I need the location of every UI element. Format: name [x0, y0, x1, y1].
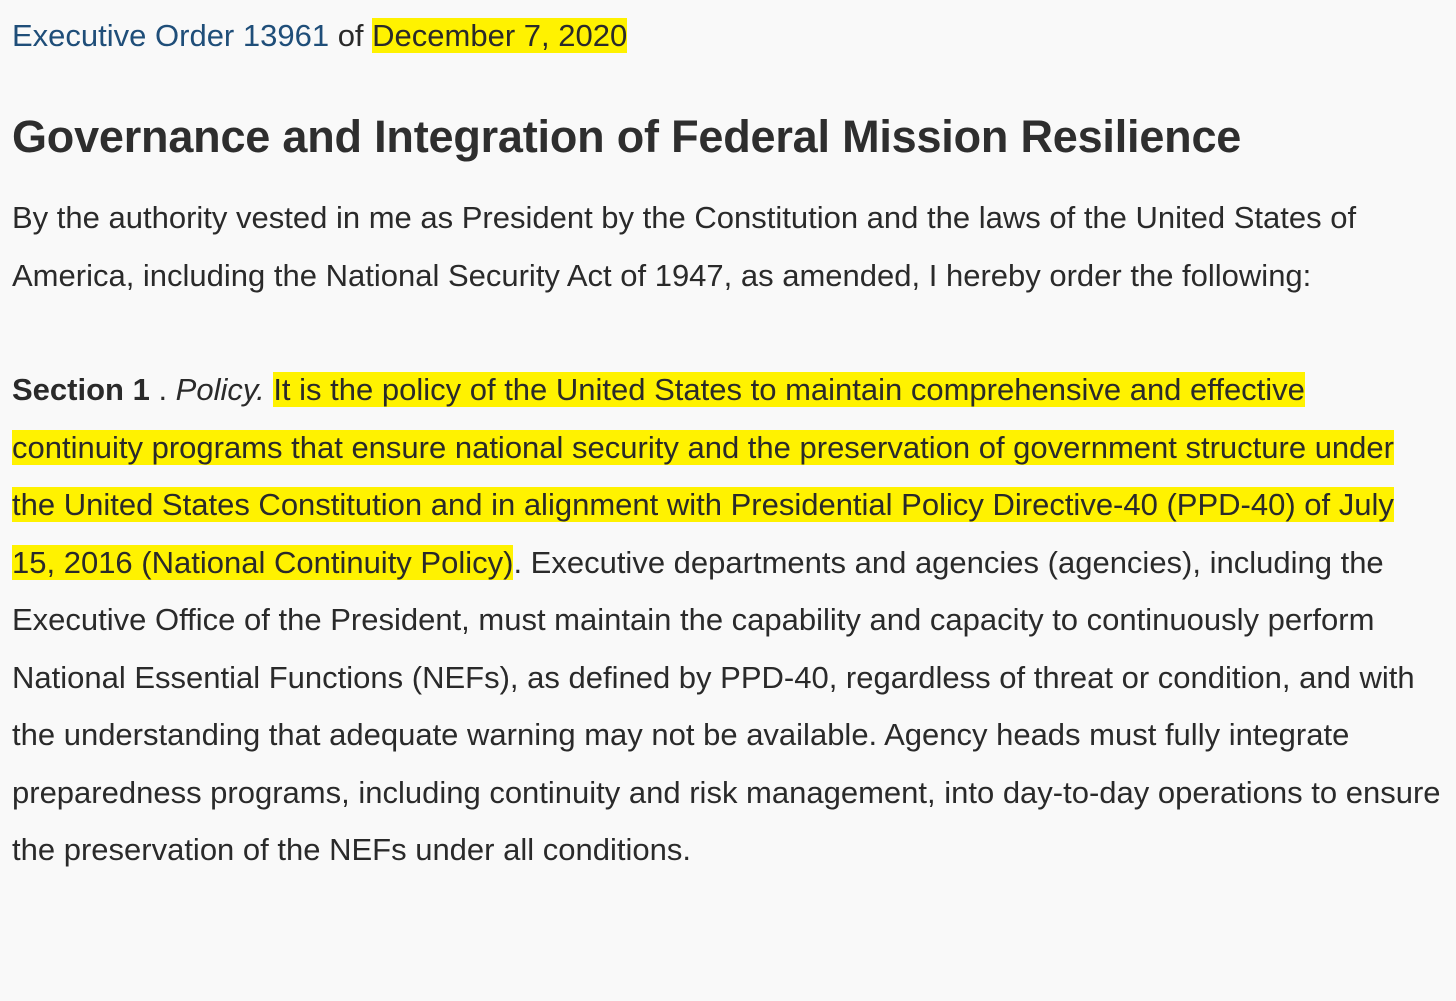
section-body-text: . Executive departments and agencies (agencies), including the Executive Office of the President, must maintain the capability and capacity to continuously perform National Essential Functions (NEFs), as defined by PPD-40, regardless of threat or condition, and with the understanding that adequate warning may not be available. Agency heads must fully integrate preparedness programs, including continuity and risk management, into day-to-day operations to ensure the preservation of the NEFs under all conditions.	[12, 544, 1441, 867]
header-date: December 7, 2020	[372, 18, 628, 53]
section-heading: Policy.	[175, 372, 265, 407]
section-number: Section 1	[12, 372, 150, 407]
section-separator: .	[149, 372, 176, 407]
executive-order-header	[12, 14, 1444, 58]
page-title: Governance and Integration of Federal Mission Resilience	[12, 111, 1242, 162]
header-of-text: of	[329, 18, 373, 53]
preamble-paragraph: By the authority vested in me as President by the Constitution and the laws of the United States of America, including the National Security Act of 1947, as amended, I hereby order the following:	[12, 200, 1357, 293]
section-1-paragraph	[12, 361, 1444, 879]
highlighted-policy-text: It is the policy of the United States to maintain comprehensive and effective continuity programs that ensure national security and the preservation of government structure under the United States Constitution and in alignment with Presidential Policy Directive-40 (PPD-40) of July 15, 2016 (National Continuity Policy)	[12, 372, 1394, 580]
executive-order-link[interactable]: Executive Order 13961	[12, 18, 330, 53]
